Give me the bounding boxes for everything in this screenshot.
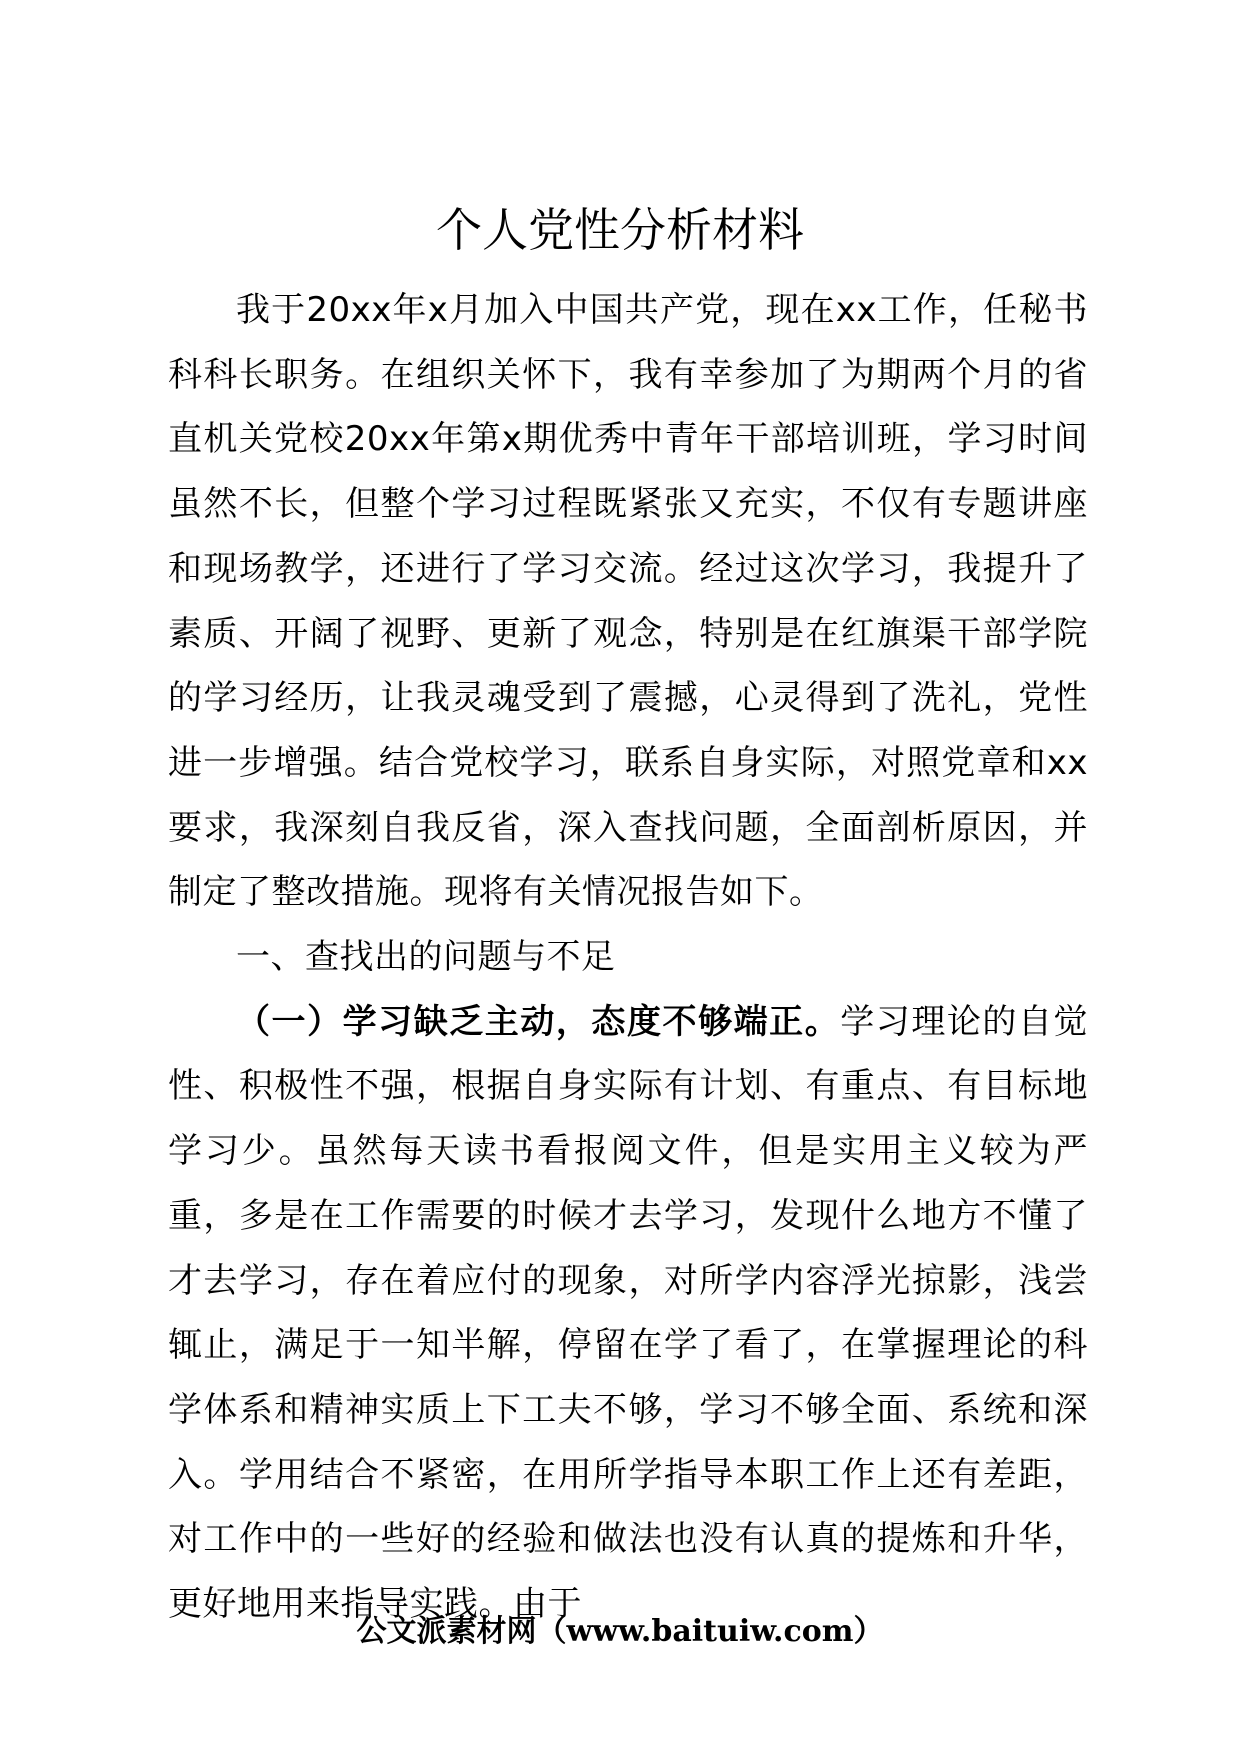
document-body [168, 278, 1088, 1637]
subsection-lead: （一）学习缺乏主动，态度不够端正。 [236, 1001, 841, 1042]
section-heading: 一、查找出的问题与不足 [236, 937, 616, 978]
subsection-paragraph [168, 990, 1088, 1637]
subsection-text: 学习理论的自觉性、积极性不强，根据自身实际有计划、有重点、有目标地学习少。虽然每天读书看报阅文件，但是实用主义较为严重，多是在工作需要的时候才去学习，发现什么地方不懂了才去学习，存在着应付的现象，对所学内容浮光掠影，浅尝辄止，满足于一知半解，停留在学了看了，在掌握理论的科学体系和精神实质上下工夫不够，学习不够全面、系统和深入。学用结合不紧密，在用所学指导本职工作上还有差距，对工作中的一些好的经验和做法也没有认真的提炼和升华，更好地用来指导实践。由于 [168, 1001, 1089, 1625]
intro-paragraph: 我于20xx年x月加入中国共产党，现在xx工作，任秘书科科长职务。在组织关怀下，我有幸参加了为期两个月的省直机关党校20xx年第x期优秀中青年干部培训班，学习时间虽然不长，但整个学习过程既紧张又充实，不仅有专题讲座和现场教学，还进行了学习交流。经过这次学习，我提升了素质、开阔了视野、更新了观念，特别是在红旗渠干部学院的学习经历，让我灵魂受到了震撼，心灵得到了洗礼，党性进一步增强。结合党校学习，联系自身实际，对照党章和xx要求，我深刻自我反省，深入查找问题，全面剖析原因，并制定了整改措施。现将有关情况报告如下。 [168, 290, 1088, 913]
document-title: 个人党性分析材料 [436, 203, 804, 257]
footer-watermark: 公文派素材网（www.baituiw.com） [356, 1614, 884, 1649]
